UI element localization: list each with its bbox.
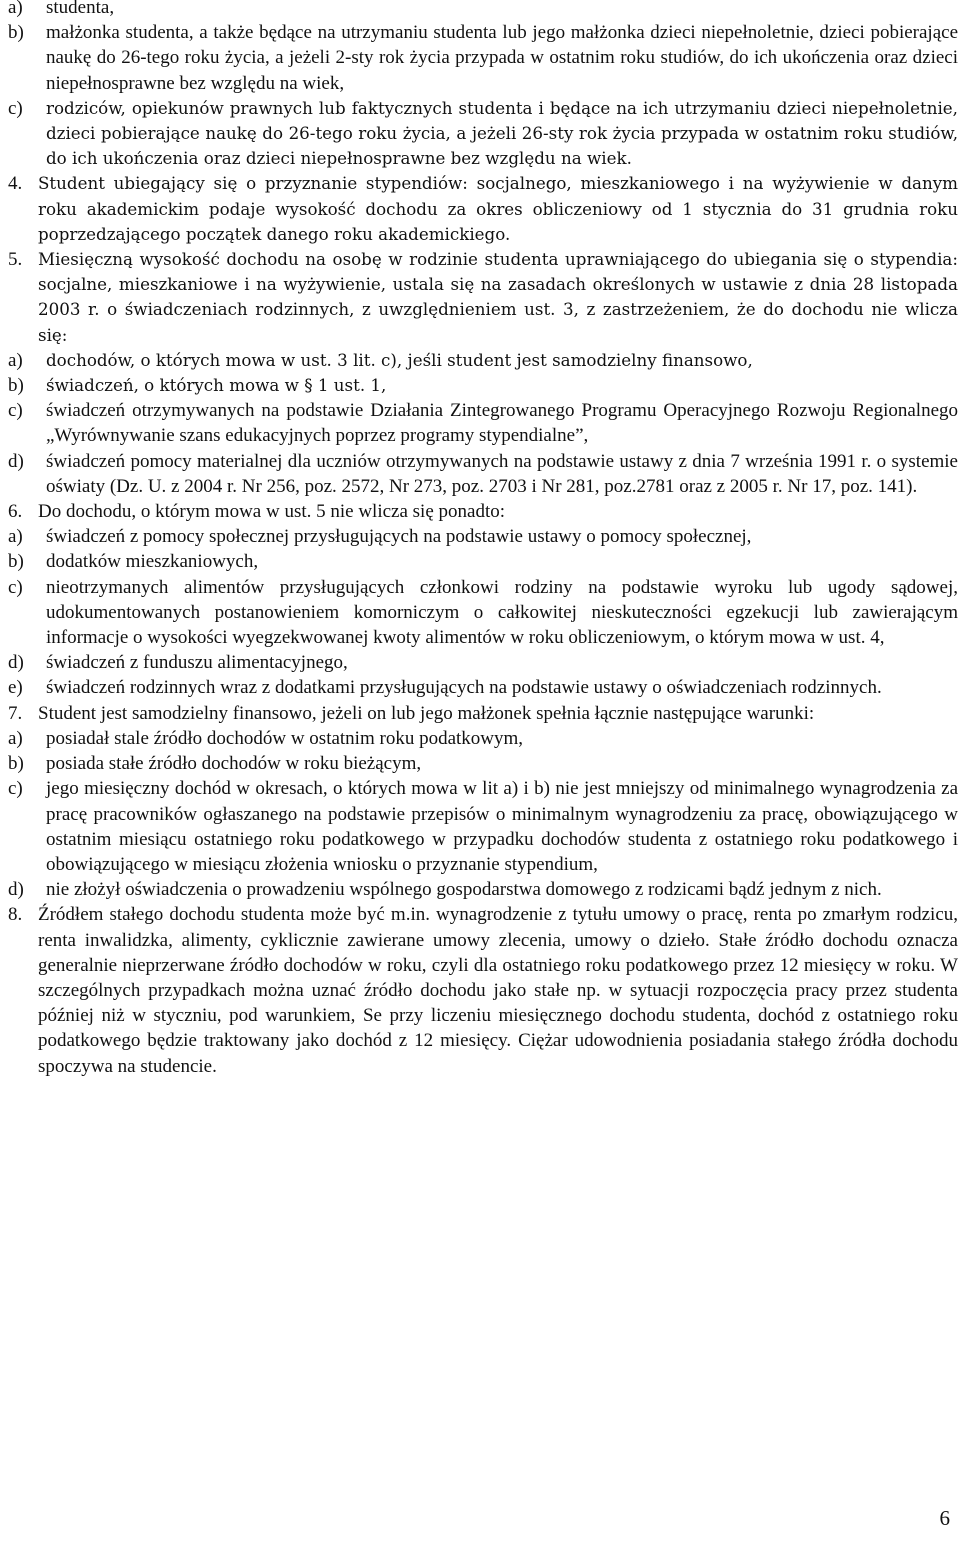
paragraph-6-item-a (8, 524, 958, 549)
section-sign: § (304, 375, 313, 396)
item-text-post: 1 ust. 1, (317, 375, 387, 396)
item-text: studenta, (46, 0, 115, 18)
document-body (8, 0, 958, 1079)
paragraph-5 (8, 247, 958, 348)
item-text: świadczeń z pomocy społecznej przysługujących na podstawie ustawy o pomocy społecznej, (46, 526, 752, 548)
item-label: c) (8, 400, 23, 422)
item-text: małżonka studenta, a także będące na utrzymaniu studenta lub jego małżonka dzieci niepełnoletnie, dzieci pobierające naukę do 26-tego roku życia, a jeżeli 2-sty rok życia przypada w ostatnim roku studiów, do ich ukończenia oraz dzieci niepełnosprawne bez względu na wiek, (46, 22, 958, 94)
item-text-pre: świadczeń, o których mowa w (46, 375, 299, 396)
paragraph-text: Miesięczną wysokość dochodu na osobę w rodzinie studenta uprawniającego do ubiegania się o stypendia: socjalne, mieszkaniowe i na wyżywienie, ustala się na zasadach określonych w ustawie z dnia 28 listopada 2003 r. o świadczeniach rodzinnych, z uwzględnieniem ust. 3, z zastrzeżeniem, że do dochodu nie wlicza się: (38, 249, 958, 345)
list-item-c-rodzicow (8, 96, 958, 172)
paragraph-text: Student ubiegający się o przyznanie stypendiów: socjalnego, mieszkaniowego i na wyżywienie w danym roku akademickim podaje wysokość dochodu za okres obliczeniowy od 1 stycznia do 31 grudnia roku poprzedzającego początek danego roku akademickiego. (38, 173, 958, 244)
paragraph-5-item-a (8, 348, 958, 373)
paragraph-5-item-d (8, 449, 958, 499)
paragraph-number: 8. (8, 904, 23, 926)
item-label: d) (8, 450, 24, 472)
paragraph-4 (8, 171, 958, 247)
item-text: dodatków mieszkaniowych, (46, 551, 259, 573)
item-label: c) (8, 576, 23, 598)
paragraph-6-item-d (8, 650, 958, 675)
page-number: 6 (939, 1506, 950, 1530)
paragraph-7-item-d (8, 877, 958, 902)
paragraph-6-item-b (8, 549, 958, 574)
item-label: d) (8, 652, 24, 674)
item-text (46, 373, 958, 398)
paragraph-7-item-b (8, 751, 958, 776)
paragraph-5-item-b (8, 373, 958, 398)
paragraph-6-item-c (8, 575, 958, 651)
item-text: jego miesięczny dochód w okresach, o których mowa w lit a) i b) nie jest mniejszy od minimalnego wynagrodzenia za pracę pracowników ogłaszanego na podstawie przepisów o minimalnym wynagrodzeniu za pracę, obowiązującego w ostatnim miesiącu ostatniego roku podatkowego w przypadku dochodów studenta z ostatniego roku podatkowego i obowiązującego w miesiącu złożenia wniosku o przyznanie stypendium, (46, 778, 958, 875)
paragraph-number: 7. (8, 702, 23, 724)
item-label: a) (8, 0, 23, 18)
paragraph-number: 4. (8, 173, 23, 195)
item-label: d) (8, 879, 24, 901)
paragraph-7 (8, 701, 958, 726)
paragraph-6 (8, 499, 958, 524)
item-label: b) (8, 22, 24, 44)
paragraph-text: Student jest samodzielny finansowo, jeżeli on lub jego małżonek spełnia łącznie następujące warunki: (38, 702, 815, 724)
item-label: a) (8, 526, 23, 548)
paragraph-8 (8, 902, 958, 1078)
item-text: posiadał stale źródło dochodów w ostatnim roku podatkowym, (46, 727, 524, 749)
paragraph-7-item-a (8, 726, 958, 751)
paragraph-text: Źródłem stałego dochodu studenta może być m.in. wynagrodzenie z tytułu umowy o pracę, renta po zmarłym rodzicu, renta inwalidzka, alimenty, cyklicznie zawierane umowy zlecenia, umowy o dzieło. Stałe źródło dochodu oznacza generalnie nieprzerwane źródło dochodów w roku, czyli dla ostatniego roku podatkowego przez 12 miesięcy w roku. W szczególnych przypadkach można uznać źródło dochodu jako stałe np. w sytuacji rozpoczęcia pracy przez studenta później niż w styczniu, pod warunkiem, Se przy liczeniu miesięcznego dochodu studenta, dochód z ostatniego roku podatkowego będzie traktowany jako dochód z 12 miesięcy. Ciężar udowodnienia posiadania stałego źródła dochodu spoczywa na studencie. (38, 904, 958, 1077)
item-text: nie złożył oświadczenia o prowadzeniu wspólnego gospodarstwa domowego z rodzicami bądź jednym z nich. (46, 879, 882, 901)
item-text: posiada stałe źródło dochodów w roku bieżącym, (46, 753, 422, 775)
item-text: świadczeń rodzinnych wraz z dodatkami przysługujących na podstawie ustawy o oświadczeniach rodzinnych. (46, 677, 882, 699)
item-label: c) (8, 778, 23, 800)
item-label: b) (8, 753, 24, 775)
paragraph-7-item-c (8, 776, 958, 877)
item-text: dochodów, o których mowa w ust. 3 lit. c), jeśli student jest samodzielny finansowo, (46, 349, 753, 370)
list-item-b-malzonka (8, 20, 958, 96)
paragraph-number: 6. (8, 501, 23, 523)
item-label: e) (8, 677, 23, 699)
item-text: świadczeń z funduszu alimentacyjnego, (46, 652, 348, 674)
paragraph-5-item-c (8, 398, 958, 448)
item-label: c) (8, 97, 23, 119)
paragraph-text: Do dochodu, o którym mowa w ust. 5 nie wlicza się ponadto: (38, 501, 506, 523)
item-text: rodziców, opiekunów prawnych lub faktycznych studenta i będące na ich utrzymaniu dzieci niepełnoletnie, dzieci pobierające naukę do 26-tego roku życia, a jeżeli 26-sty rok życia przypada w ostatnim roku studiów, do ich ukończenia oraz dzieci niepełnosprawne bez względu na wiek. (46, 97, 958, 169)
item-label: b) (8, 551, 24, 573)
paragraph-number: 5. (8, 249, 23, 271)
item-label: b) (8, 375, 24, 397)
item-text: świadczeń pomocy materialnej dla uczniów otrzymywanych na podstawie ustawy z dnia 7 września 1991 r. o systemie oświaty (Dz. U. z 2004 r. Nr 256, poz. 2572, Nr 273, poz. 2703 i Nr 281, poz.2781 oraz z 2005 r. Nr 17, poz. 141). (46, 450, 958, 497)
list-item-a-studenta (8, 0, 958, 20)
paragraph-6-item-e (8, 675, 958, 700)
item-text: świadczeń otrzymywanych na podstawie Działania Zintegrowanego Programu Operacyjnego Rozwoju Regionalnego „Wyrównywanie szans edukacyjnych poprzez programy stypendialne”, (46, 400, 958, 447)
item-text: nieotrzymanych alimentów przysługujących członkowi rodziny na podstawie wyroku lub ugody sądowej, udokumentowanych postanowieniem komorniczym o całkowitej nieskuteczności egzekucji lub zawierającym informacje o wysokości wyegzekwowanej kwoty alimentów w roku obliczeniowym, o którym mowa w ust. 4, (46, 576, 958, 649)
item-label: a) (8, 727, 23, 749)
item-label: a) (8, 349, 23, 371)
